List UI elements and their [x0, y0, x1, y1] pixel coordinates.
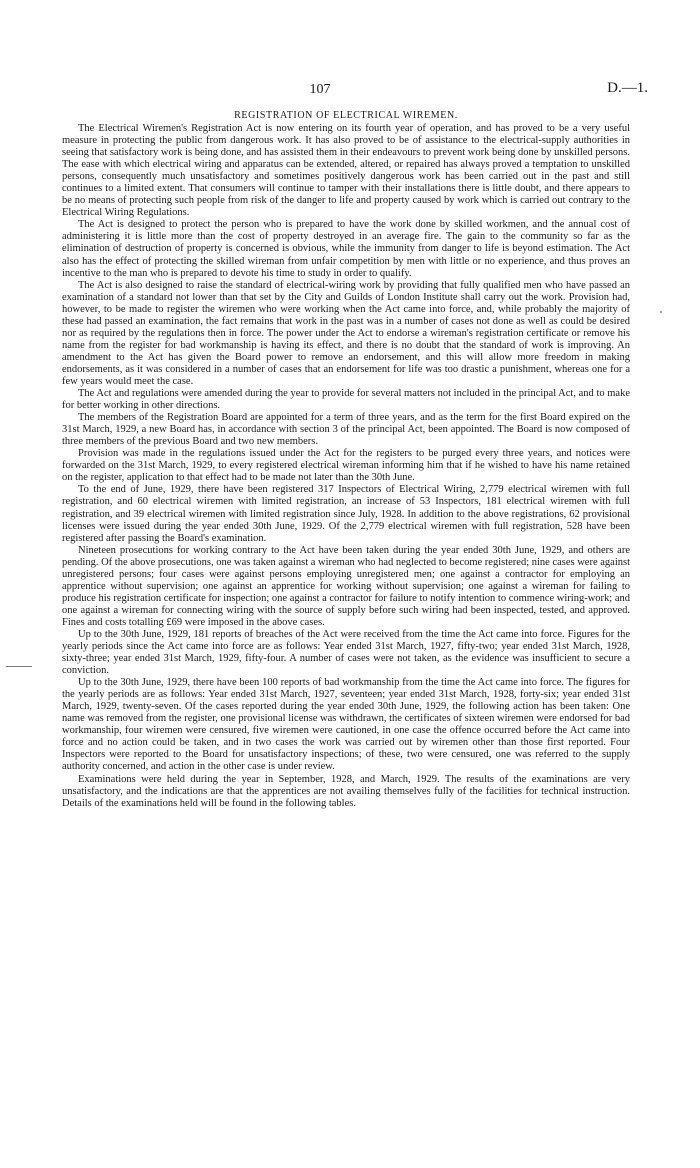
document-code: D.—1.	[607, 80, 648, 96]
paragraph-breaches: Up to the 30th June, 1929, 181 reports of breaches of the Act were received from the time the Act came into force. Figures for the yearly periods since the Act came into force are as follows: Year ended 31st March, 1927, fifty-two; year ended 31st March, 1928, sixty-three; year ended 31st March, 1929, fifty-four. A number of cases were not taken, as the evidence was insufficient to secure a conviction.	[62, 628, 630, 677]
margin-mark	[6, 666, 32, 667]
paragraph-act-operation: The Electrical Wiremen's Registration Act is now entering on its fourth year of operation, and has proved to be a very useful measure in protecting the public from dangerous work. It has also proved to be of assistance to the electrical-supply authorities in seeing that satisfactory work is being done, and has assisted them in their endeavours to prevent work being done by unskilled persons. The ease with which electrical wiring and apparatus can be extended, altered, or repaired has always proved a temptation to unskilled persons, consequently much unsatisfactory and sometimes positively dangerous work has been carried out in the past and still continues to a limited extent. That consumers will continue to tamper with their installations there is little doubt, and there appears to be no means of protecting such people from risk of the danger to life and property caused by work which is carried out contrary to the Electrical Wiring Regulations.	[62, 123, 630, 219]
body-text	[62, 123, 630, 810]
paragraph-register-purge: Provision was made in the regulations issued under the Act for the registers to be purged every three years, and notices were forwarded on the 31st March, 1929, to every registered electrical wireman informing him that if he wished to have his name retained on the register, application to that effect had to be made not later than the 30th June.	[62, 448, 630, 484]
margin-dot	[660, 311, 662, 313]
paragraph-prosecutions: Nineteen prosecutions for working contrary to the Act have been taken during the year ended 30th June, 1929, and others are pending. Of the above prosecutions, one was taken against a wireman who had neglected to become registered; nine cases were against unregistered persons; four cases were against persons employing unregistered men; one against a contractor for employing an apprentice without supervision; one against an apprentice for working without supervision; one against a wireman for failing to produce his registration certificate for inspection; one against a contractor for failure to notify intention to commence wiring-work; and one against a wireman for connecting wiring with the source of supply before such wiring had been inspected, tested, and approved. Fines and costs totalling £69 were imposed in the above cases.	[62, 544, 630, 628]
paragraph-board-members: The members of the Registration Board are appointed for a term of three years, and as the term for the first Board expired on the 31st March, 1929, a new Board has, in accordance with section 3 of the principal Act, been appointed. The Board is now composed of three members of the previous Board and two new members.	[62, 412, 630, 448]
paragraph-amendments: The Act and regulations were amended during the year to provide for several matters not included in the principal Act, and to make for better working in other directions.	[62, 388, 630, 412]
page-number: 107	[309, 82, 331, 97]
section-title: REGISTRATION OF ELECTRICAL WIREMEN.	[234, 110, 458, 121]
paragraph-standard-of-work: The Act is also designed to raise the standard of electrical-wiring work by providing that fully qualified men who have passed an examination of a standard not lower than that set by the City and Guilds of London Institute shall carry out the work. Provision had, however, to be made to register the wiremen who were working when the Act came into force, and, while probably the majority of these had passed an examination, the fact remains that work in the past was in a number of cases not done as well as could be desired nor as required by the regulations then in force. The power under the Act to endorse a wireman's registration certificate or remove his name from the register for bad workmanship is having its effect, and there is no doubt that the standard of work is improving. An amendment to the Act has given the Board power to remove an endorsement, and this will allow more freedom in making endorsements, as it was considered in a number of cases that an endorsement for life was too drastic a punishment, whereas one for a few years would meet the case.	[62, 279, 630, 387]
paragraph-bad-workmanship: Up to the 30th June, 1929, there have been 100 reports of bad workmanship from the time the Act came into force. The figures for the yearly periods are as follows: Year ended 31st March, 1927, seventeen; year ended 31st March, 1928, forty-six; year ended 31st March, 1929, twenty-seven. Of the cases reported during the year ended 30th June, 1929, the following action has been taken: One name was removed from the register, one provisional license was withdrawn, the certificates of sixteen wiremen were endorsed for bad workmanship, four wiremen were censured, five wiremen were cautioned, in one case the offence occurred before the Act came into force and no action could be taken, and in two cases the work was carried out by wiremen other than those first reported. Four Inspectors were reported to the Board for unsatisfactory inspections; of these, two were censured, one was referred to the supply authority concerned, and action in the other case is under review.	[62, 677, 630, 773]
paragraph-registrations: To the end of June, 1929, there have been registered 317 Inspectors of Electrical Wiring, 2,779 electrical wiremen with full registration, and 60 electrical wiremen with limited registration, an increase of 53 Inspectors, 181 electrical wiremen with full registration, and 39 electrical wiremen with limited registration since July, 1928. In addition to the above registrations, 62 provisional licenses were issued during the year ended 30th June, 1929. Of the 2,779 electrical wiremen with full registration, 528 have been registered after passing the Board's examination.	[62, 484, 630, 544]
paragraph-act-purpose: The Act is designed to protect the person who is prepared to have the work done by skilled workmen, and the annual cost of administering it is little more than the cost of property destroyed in an average fire. The gain to the community so far as the elimination of destruction of property is concerned is obvious, while the immunity from danger to life is beyond estimation. The Act also has the effect of protecting the skilled wireman from unfair competition by men with little or no experience, and thus proves an incentive to the man who is prepared to devote his time to study in order to qualify.	[62, 219, 630, 279]
paragraph-examinations: Examinations were held during the year in September, 1928, and March, 1929. The results of the examinations are very unsatisfactory, and the indications are that the apprentices are not availing themselves fully of the facilities for technical instruction. Details of the examinations held will be found in the following tables.	[62, 773, 630, 809]
